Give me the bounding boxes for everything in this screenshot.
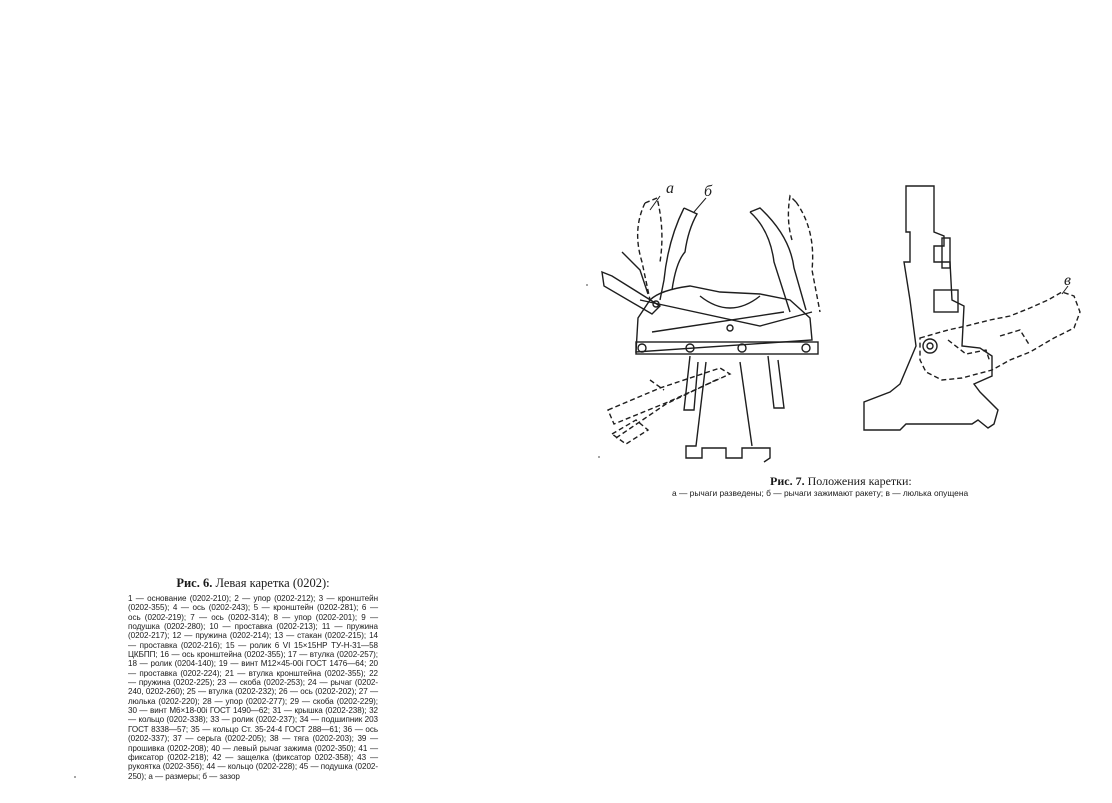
scan-speck <box>586 284 588 286</box>
figure7-legend: а — рычаги разведены; б — рычаги зажимают ракету; в — люлька опущена <box>672 488 969 498</box>
figure6-title-text: Левая каретка (0202): <box>215 576 330 590</box>
carriage-front-view <box>602 196 820 462</box>
figure6-title <box>128 576 378 591</box>
figure7-title-text: Положения каретки: <box>807 474 912 488</box>
scan-speck <box>74 776 76 778</box>
figure7-title-prefix: Рис. 7. <box>770 474 805 488</box>
figure7-title <box>770 474 912 489</box>
figure6-caption <box>128 576 378 781</box>
label-a: а <box>666 180 674 197</box>
label-v: в <box>1064 272 1071 289</box>
scan-speck <box>598 456 600 458</box>
figure6-legend: 1 — основание (0202-210); 2 — упор (0202-212); 3 — кронштейн (0202-355); 4 — ось (0202-243); 5 — кронштейн (0202-281); 6 — ось (0202-219); 7 — ось (0202-314); 8 — упор (0202-201); 9 — подушка (0202-280); 10 — проставка (0202-213); 11 — пружина (0202-217); 12 — пружина (0202-214); 13 — стакан (0202-215); 14 — проставка (0202-216); 15 — ролик 6 VI 15×15НР ТУ-Н-31—58 ЦКБПП; 16 — ось кронштейна (0202-355); 17 — втулка (0202-257); 18 — ролик (0204-140); 19 — винт М12×45-00і ГОСТ 1476—64; 20 — проставка (0202-224); 21 — втулка кронштейна (0202-355); 22 — пружина (0202-225); 23 — скоба (0202-253); 24 — рычаг (0202-240, 0202-260); 25 — втулка (0202-232); 26 — ось (0202-202); 27 — люлька (0202-220); 28 — упор (0202-277); 29 — скоба (0202-229); 30 — винт М6×18-00і ГОСТ 1490—62; 31 — крышка (0202-238); 32 — кольцо (0202-338); 33 — ролик (0202-237); 34 — подшипник 203 ГОСТ 8338—57; 35 — кольцо Ст. 35-24-4 ГОСТ 288—61; 36 — ось (0202-337); 37 — серьга (0202-205); 38 — тяга (0202-203); 39 — прошивка (0202-208); 40 — левый рычаг зажима (0202-350); 41 — фиксатор (0202-218); 42 — защелка (фиксатор 0202-358); 43 — рукоятка (0202-356); 44 — кольцо (0202-228); 45 — подушка (0202-250); а — размеры; б — зазор <box>128 594 378 781</box>
label-b: б <box>704 183 713 200</box>
figure6-title-prefix: Рис. 6. <box>176 576 213 590</box>
carriage-side-view <box>864 186 1080 430</box>
